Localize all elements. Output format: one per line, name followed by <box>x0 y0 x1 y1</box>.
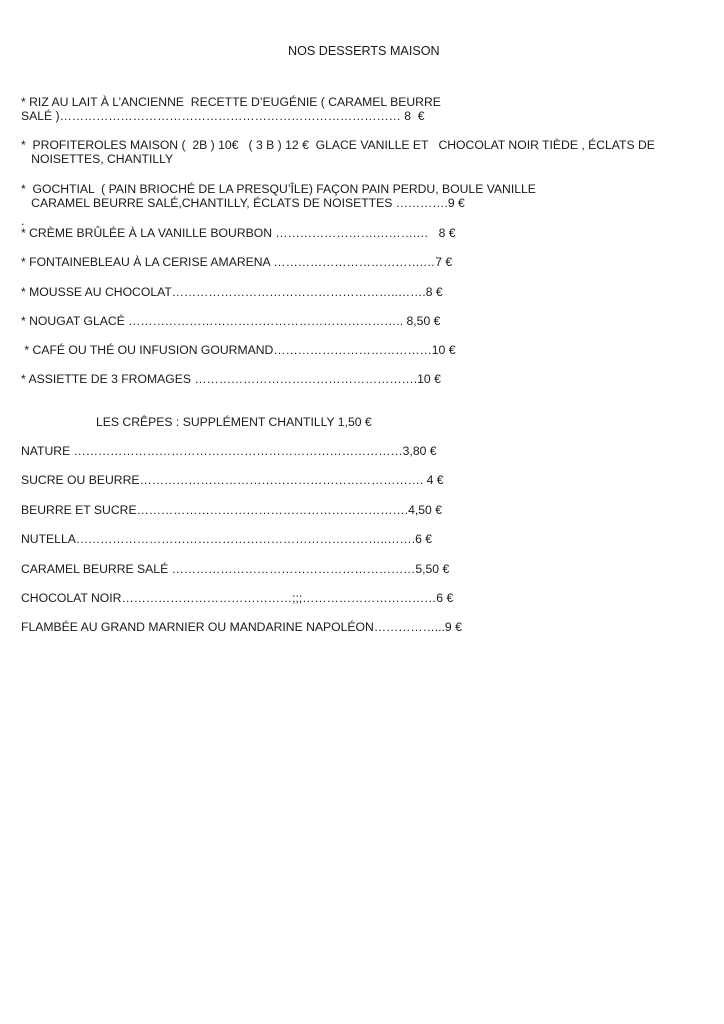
dessert-gochtial-line-1: * GOCHTIAL ( PAIN BRIOCHÉ DE LA PRESQU’ÎLE) FAÇON PAIN PERDU, BOULE VANILLE <box>21 182 536 196</box>
crepe-sucre-ou-beurre: SUCRE OU BEURRE……………………………………………………………. 4 € <box>21 473 444 487</box>
dessert-riz-au-lait-line-1: * RIZ AU LAIT À L’ANCIENNE RECETTE D’EUGÉNIE ( CARAMEL BEURRE <box>21 95 441 109</box>
crepe-flambee: FLAMBÉE AU GRAND MARNIER OU MANDARINE NAPOLÉON……………...9 € <box>21 620 462 634</box>
crepes-header: LES CRÊPES : SUPPLÉMENT CHANTILLY 1,50 € <box>96 415 372 429</box>
crepe-caramel-beurre-sale: CARAMEL BEURRE SALÉ ……………………………………………………5,50 € <box>21 562 450 576</box>
dessert-profiteroles-line-2: NOISETTES, CHANTILLY <box>21 152 174 166</box>
dessert-nougat-glace: * NOUGAT GLACÉ ………………………………………………………….. 8,50 € <box>21 314 441 328</box>
crepe-beurre-et-sucre: BEURRE ET SUCRE………………………………………………………….4,50 € <box>21 503 442 517</box>
dessert-riz-au-lait-line-2: SALÉ )………………………………………………………………………… 8 € <box>21 109 425 123</box>
dessert-gochtial-line-2: CARAMEL BEURRE SALÉ,CHANTILLY, ÉCLATS DE NOISETTES ………….9 € <box>21 196 465 210</box>
dessert-creme-brulee: * CRÈME BRÛLÉE À LA VANILLE BOURBON …………………….……….… 8 € <box>21 226 456 240</box>
stray-mark: . <box>21 214 25 228</box>
crepe-nutella: NUTELLA…………………………………………………………………..…….6 € <box>21 532 433 546</box>
dessert-fontainebleau: * FONTAINEBLEAU À LA CERISE AMARENA ……………………………….…7 € <box>21 255 453 269</box>
crepe-chocolat-noir: CHOCOLAT NOIR……………………………………;;;……………………………6 € <box>21 591 454 605</box>
dessert-mousse-chocolat: * MOUSSE AU CHOCOLAT………………………………………………..…….8 € <box>21 285 443 299</box>
crepe-nature: NATURE ………………………………………………………………………3,80 € <box>21 444 437 458</box>
dessert-profiteroles-line-1: * PROFITEROLES MAISON ( 2B ) 10€ ( 3 B ) 12 € GLACE VANILLE ET CHOCOLAT NOIR TIÈDE , ÉCLATS DE <box>21 138 655 152</box>
dessert-assiette-fromages: * ASSIETTE DE 3 FROMAGES ……………………………………………….10 € <box>21 372 441 386</box>
page-title: NOS DESSERTS MAISON <box>288 44 440 58</box>
dessert-cafe-gourmand: * CAFÉ OU THÉ OU INFUSION GOURMAND…………………………………10 € <box>21 343 456 357</box>
